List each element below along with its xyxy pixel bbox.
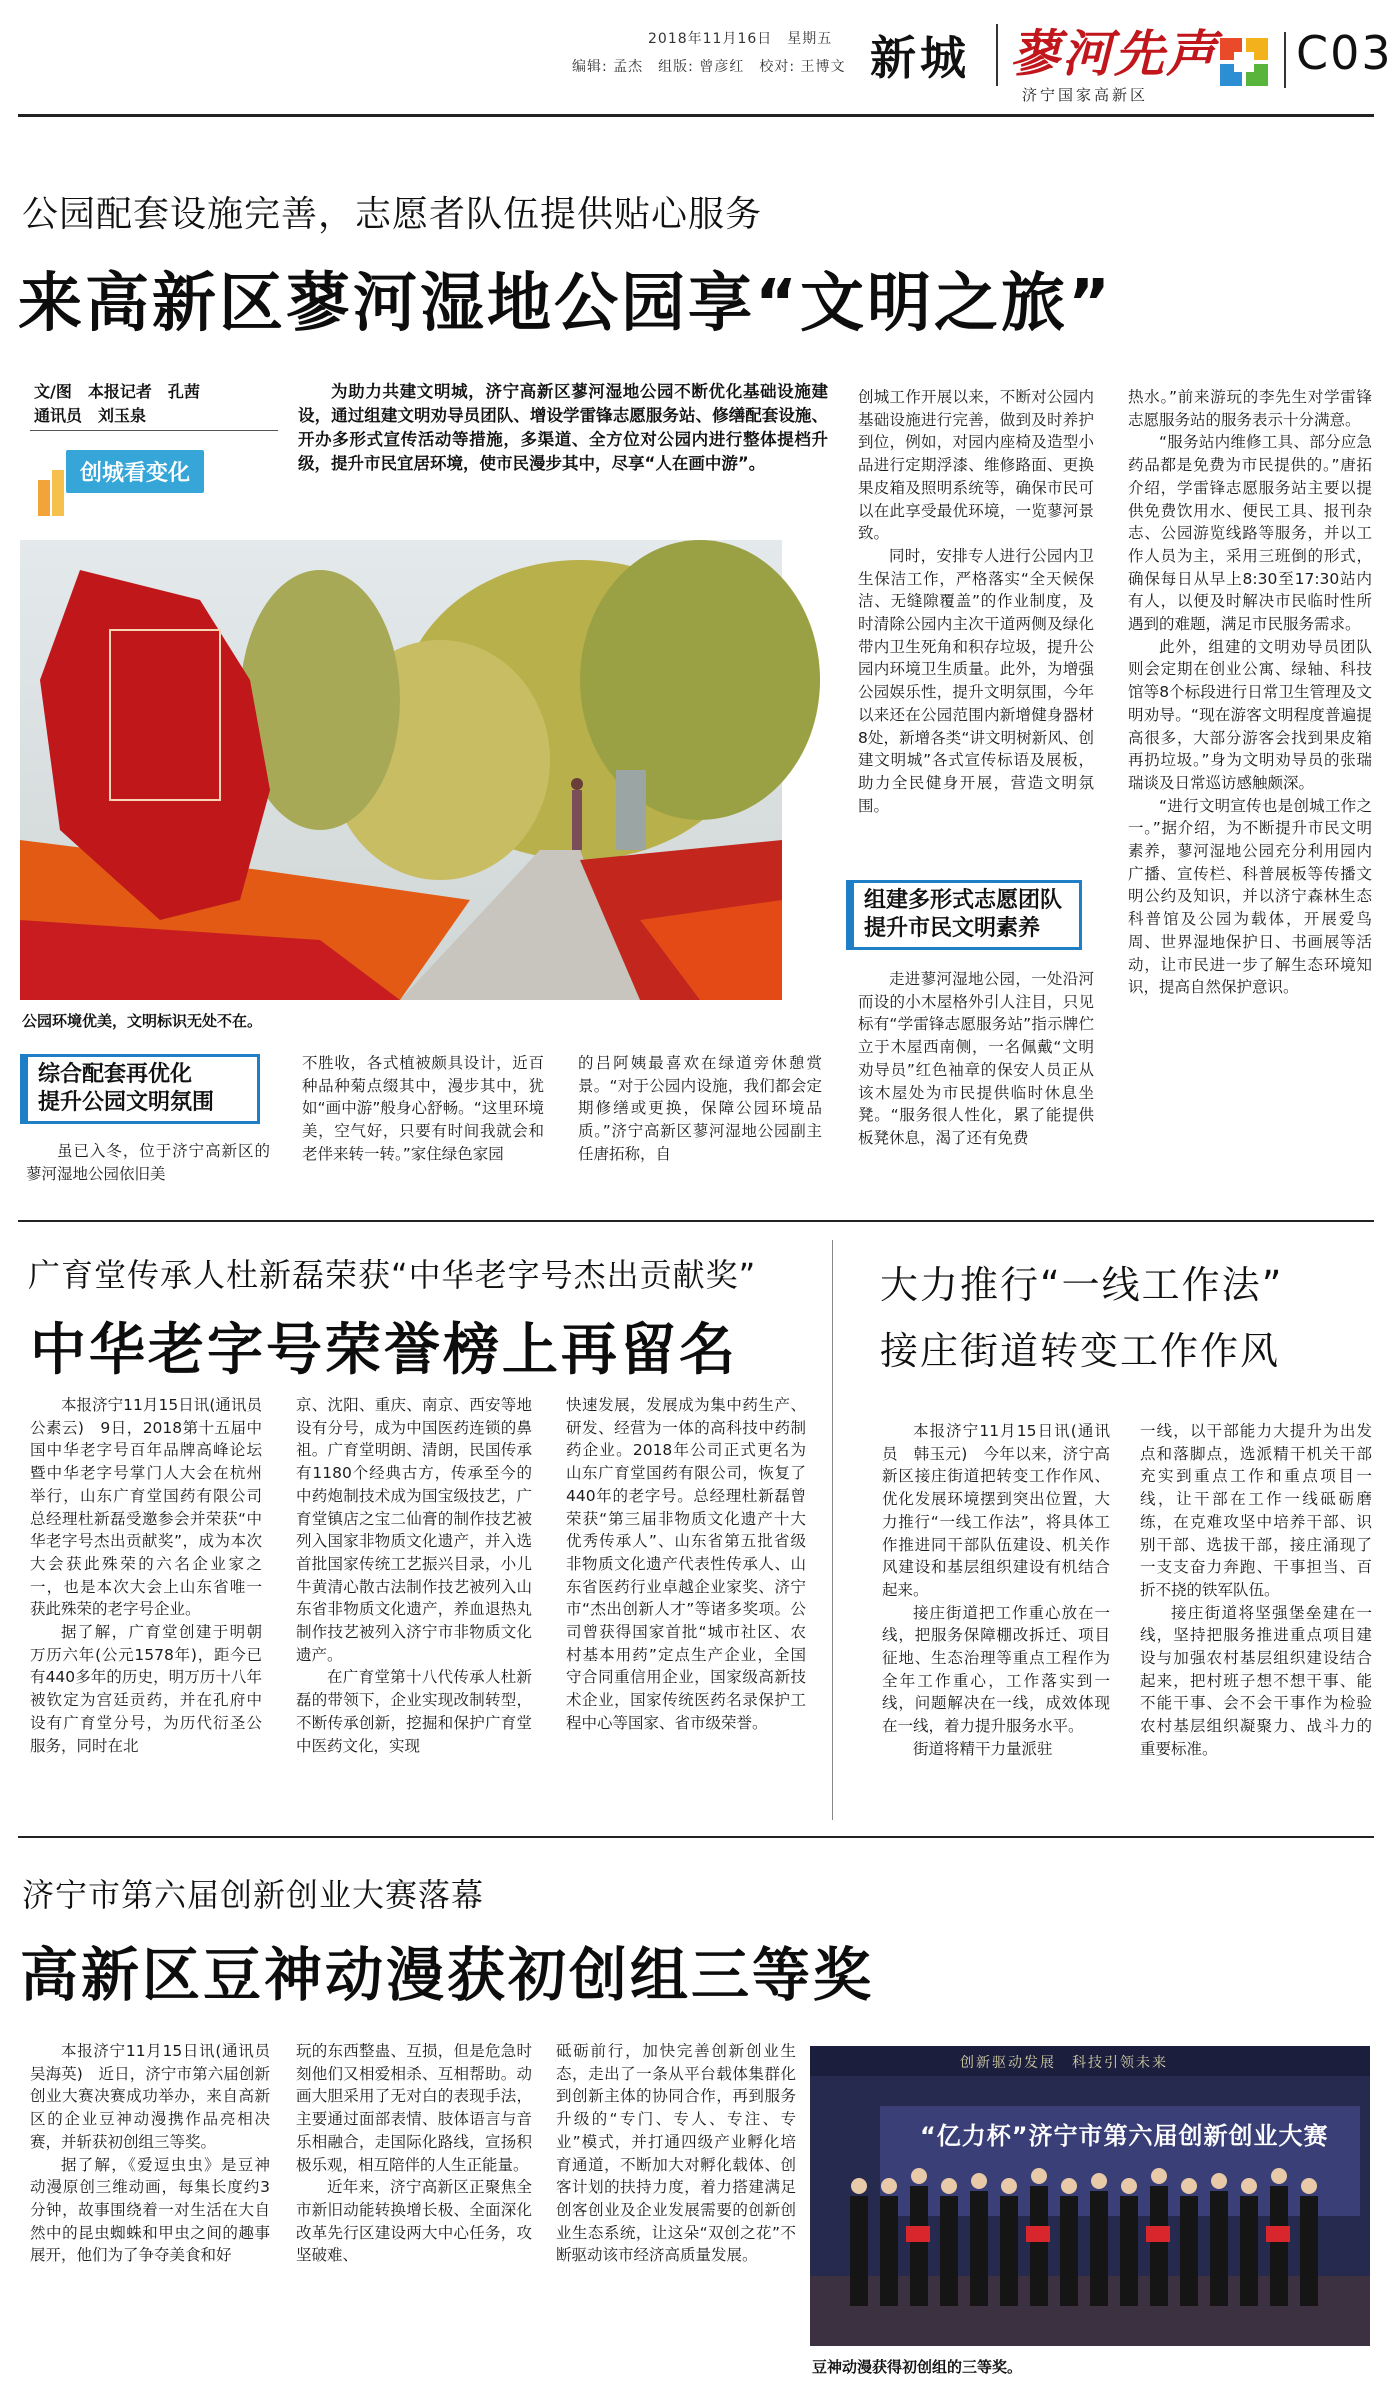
a2-col1-text: 本报济宁11月15日讯(通讯员 公素云) 9日，2018第十五届中国中华老字号百年品牌高峰论坛暨中华老字号掌门人大会在杭州举行，山东广育堂国药有限公司总经理杜新磊受邀参会并荣获“中华老字号杰出贡献奖”，成为本次大会获此殊荣的六名企业家之一，也是本次大会上山东省唯一获此殊荣的老字号企业。 bbox=[30, 1396, 278, 1619]
a2-col1b-text: 据了解，广育堂创建于明朝万历六年(公元1578年)，距今已有440多年的历史，明万历十八年被钦定为宫廷贡药，并在孔府中设有广育堂分号，为历代衍圣公服务，同时在北 bbox=[30, 1623, 262, 1755]
subhead2-line2: 提升市民文明素养 bbox=[864, 916, 1041, 941]
photo1-caption: 公园环境优美，文明标识无处不在。 bbox=[22, 1012, 263, 1030]
article4-col-2 bbox=[296, 2040, 532, 2360]
article1-col-b bbox=[302, 1052, 544, 1198]
article2-col-2 bbox=[296, 1394, 532, 1806]
article1-col-c bbox=[578, 1052, 822, 1198]
photo-banner-text: “亿力杯”济宁市第六届创新创业大赛 bbox=[920, 2122, 1329, 2150]
award-photo bbox=[810, 2046, 1370, 2346]
photo-top-text: 创新驱动发展 科技引领未来 bbox=[960, 2055, 1168, 2071]
a4-col3-text: 砥砺前行，加快完善创新创业生态，走出了一条从平台载体集群化到创新主体的协同合作，再到服务升级的“专门、专人、专注、专业”模式，并打通四级产业孵化培育通道，不断加大对孵化载体、创客计划的扶持力度，着力搭建满足创客创业及企业发展需要的创新创业生态系统，让这朵“双创之花”不断驱动该市经济高质量发展。 bbox=[556, 2042, 796, 2265]
col-e3-text: 此外，组建的文明劝导员团队则会定期在创业公寓、绿轴、科技馆等8个标段进行日常卫生管理及文明劝导。“现在游客文明程度普遍提高很多，大部分游客会找到果皮箱再扔垃圾。”身为文明劝导员的张瑞瑞谈及日常巡访感触颇深。 bbox=[1128, 637, 1372, 792]
col-c-text: 的吕阿姨最喜欢在绿道旁休憩赏景。“对于公园内设施，我们都会定期修缮或更换，保障公园环境品质。”济宁高新区蓼河湿地公园副主任唐拓称，自 bbox=[578, 1054, 822, 1163]
paper-subtitle: 济宁国家高新区 bbox=[1022, 86, 1149, 104]
article1-col-d bbox=[858, 386, 1094, 866]
article4-col-1 bbox=[30, 2040, 286, 2360]
article1-byline-1: 文/图 本报记者 孔茜 bbox=[34, 382, 200, 401]
col-e2-text: “服务站内维修工具、部分应急药品都是免费为市民提供的。”唐拓介绍，学雷锋志愿服务站主要以提供免费饮用水、便民工具、报刊杂志、公园游览线路等服务，并以工作人员为主，采用三班倒的形式，确保每日从早上8:30至17:30站内有人，以便及时解决市民临时性所遇到的难题，满足市民服务需求。 bbox=[1128, 433, 1372, 634]
article1-byline-2: 通讯员 刘玉泉 bbox=[34, 406, 147, 425]
col-d1-text: 创城工作开展以来，不断对公园内基础设施进行完善，做到及时养护到位，例如，对园内座椅及造型小品进行定期浮漆、维修路面、更换果皮箱及照明系统等，确保市民可以在此享受最优环境，一览蓼河景致。 bbox=[858, 388, 1094, 543]
a3-col1b-text: 接庄街道把工作重心放在一线，把服务保障棚改拆迁、项目征地、生态治理等重点工程作为全年工作重心，工作落实到一线，问题解决在一线，成效体现在一线，着力提升服务水平。 bbox=[882, 1603, 1110, 1736]
tag-label: 创城看变化 bbox=[66, 450, 204, 493]
article2-headline: 中华老字号荣誉榜上再留名 bbox=[30, 1318, 738, 1383]
page-code-divider bbox=[1284, 32, 1286, 88]
a2-col2b-text: 在广育堂第十八代传承人杜新磊的带领下，企业实现改制转型，不断传承创新，挖掘和保护广育堂中医药文化，实现 bbox=[296, 1668, 532, 1755]
a3-col1c-text: 街道将精干力量派驻 bbox=[913, 1739, 1053, 1758]
article3-col-2 bbox=[1140, 1420, 1372, 1810]
a3-col1-text: 本报济宁11月15日讯(通讯员 韩玉元) 今年以来，济宁高新区接庄街道把转变工作作风、优化发展环境摆到突出位置，大力推行“一线工作法”，将具体工作推进同干部队伍建设、机关作风建设和基层组织建设有机结合起来。 bbox=[882, 1422, 1110, 1599]
a4-col2b-text: 近年来，济宁高新区正聚焦全市新旧动能转换增长极、全面深化改革先行区建设两大中心任务，攻坚破难、 bbox=[296, 2178, 532, 2265]
subhead2-line1: 组建多形式志愿团队 bbox=[864, 888, 1063, 913]
col-e4-text: “进行文明宣传也是创城工作之一。”据介绍，为不断提升市民文明素养，蓼河湿地公园充分利用园内广播、宣传栏、科普展板等传播文明公约及知识，并以济宁森林生态科普馆及公园为载体，开展爱鸟周、世界湿地保护日、书画展等活动，让市民进一步了解生态环境知识，提高自然保护意识。 bbox=[1128, 796, 1372, 997]
article3-col-1 bbox=[882, 1420, 1110, 1810]
article3-kicker: 大力推行“一线工作法” bbox=[880, 1263, 1284, 1307]
byline-rule bbox=[30, 430, 278, 431]
a2-col3-text: 快速发展，发展成为集中药生产、研发、经营为一体的高科技中药制药企业。2018年公司正式更名为山东广育堂国药有限公司，恢复了440年的老字号。总经理杜新磊曾荣获“第三届非物质文化遗产十大优秀传承人”、山东省第五批省级非物质文化遗产代表性传承人、山东省医药行业卓越企业家奖、济宁市“杰出创新人才”等诸多奖项。公司曾获得国家首批“城市社区、农村基本用药”定点生产企业，全国守合同重信用企业，国家级高新技术企业，国家传统医药名录保护工程中心等国家、省市级荣誉。 bbox=[566, 1396, 806, 1732]
a4-col1-text: 本报济宁11月15日讯(通讯员 吴海英) 近日，济宁市第六届创新创业大赛决赛成功举办，来自高新区的企业豆神动漫携作品亮相决赛，并斩获初创组三等奖。 bbox=[30, 2042, 286, 2151]
photo2-caption: 豆神动漫获得初创组的三等奖。 bbox=[812, 2358, 1023, 2376]
article4-col-3 bbox=[556, 2040, 796, 2360]
section-rule-1 bbox=[18, 1220, 1374, 1222]
section-name: 新城 bbox=[870, 31, 970, 85]
article1-headline: 来高新区蓼河湿地公园享“文明之旅” bbox=[18, 267, 1114, 341]
masthead-divider bbox=[996, 24, 998, 86]
col-e1-text: 热水。”前来游玩的李先生对学雷锋志愿服务站的服务表示十分满意。 bbox=[1128, 388, 1372, 429]
page-code: C03 bbox=[1296, 26, 1393, 80]
a4-col2-text: 玩的东西整蛊、互损，但是危急时刻他们又相爱相杀、互相帮助。动画大胆采用了无对白的表现手法，主要通过面部表情、肢体语言与音乐相融合，走国际化路线，宣扬积极乐观，相互陪伴的人生正能量。 bbox=[296, 2042, 532, 2174]
article2-col-3 bbox=[566, 1394, 806, 1806]
a3-col2-text: 一线，以干部能力大提升为出发点和落脚点，选派精干机关干部充实到重点工作和重点项目一线，让干部在工作一线砥砺磨练，在克难攻坚中培养干部、识别干部、选拔干部，接庄涌现了一支支奋力奔跑、干事担当、百折不挠的铁军队伍。 bbox=[1140, 1422, 1372, 1599]
article1-col-d3 bbox=[858, 968, 1094, 1200]
vertical-divider bbox=[832, 1240, 833, 1820]
subhead1-line1: 综合配套再优化 bbox=[38, 1062, 193, 1087]
col-d3-text: 走进蓼河湿地公园，一处沿河而设的小木屋格外引人注目，只见标有“学雷锋志愿服务站”指示牌伫立于木屋西南侧，一名佩戴“文明劝导员”红色袖章的保安人员正从该木屋处为市民提供临时休息坐凳。“服务很人性化，累了能提供板凳休息，渴了还有免费 bbox=[858, 970, 1094, 1147]
park-photo bbox=[20, 540, 782, 1000]
article1-subhead-2 bbox=[846, 880, 1082, 950]
staff-line: 编辑: 孟杰 组版: 曾彦红 校对: 王博文 bbox=[572, 59, 846, 75]
section-rule-2 bbox=[18, 1836, 1374, 1838]
col-a-text: 虽已入冬，位于济宁高新区的蓼河湿地公园依旧美 bbox=[26, 1142, 270, 1183]
article4-headline: 高新区豆神动漫获初创组三等奖 bbox=[20, 1941, 875, 2009]
tag-badge bbox=[66, 450, 204, 493]
article1-col-e bbox=[1128, 386, 1372, 1200]
a2-col2-text: 京、沈阳、重庆、南京、西安等地设有分号，成为中国医药连锁的鼻祖。广育堂明朗、清朗，民国传承有1180个经典古方，传承至今的中药炮制技术成为国宝级技艺，广育堂镇店之宝二仙膏的制作技艺被列入国家非物质文化遗产，并入选首批国家传统工艺振兴目录，小儿牛黄清心散古法制作技艺被列入山东省非物质文化遗产，养血退热丸制作技艺被列入济宁市非物质文化遗产。 bbox=[296, 1396, 532, 1664]
paper-title: 蓼河先声 bbox=[1010, 24, 1218, 83]
a4-col1b-text: 据了解，《爱逗虫虫》是豆神动漫原创三维动画，每集长度约3分钟，故事围绕着一对生活在大自然中的昆虫蜘蛛和甲虫之间的趣事展开，他们为了争夺美食和好 bbox=[30, 2155, 270, 2265]
article2-col-1 bbox=[30, 1394, 278, 1806]
tag-building-icon bbox=[36, 470, 66, 516]
article2-kicker: 广育堂传承人杜新磊荣获“中华老字号杰出贡献奖” bbox=[28, 1256, 757, 1294]
masthead-rule bbox=[18, 114, 1374, 117]
subhead1-line2: 提升公园文明氛围 bbox=[38, 1090, 215, 1115]
date-line: 2018年11月16日 星期五 bbox=[648, 31, 833, 47]
col-d2-text: 同时，安排专人进行公园内卫生保洁工作，严格落实“全天候保洁、无缝隙覆盖”的作业制度，及时清除公园内主次干道两侧及绿化带内卫生死角和积存垃圾，提升公园内环境卫生质量。此外，为增强公园娱乐性，提升文明氛围，今年以来还在公园范围内新增健身器材8处，新增各类“讲文明树新风、创建文明城”各式宣传标语及展板，助力全民健身开展，营造文明氛围。 bbox=[858, 546, 1094, 815]
article3-headline: 接庄街道转变工作作风 bbox=[880, 1329, 1281, 1373]
article4-kicker: 济宁市第六届创新创业大赛落幕 bbox=[22, 1876, 485, 1914]
a3-col2b-text: 接庄街道将坚强堡垒建在一线，坚持把服务推进重点项目建设与加强农村基层组织建设结合起来，把村班子想不想干事、能不能干事、会不会干事作为检验农村基层组织凝聚力、战斗力的重要标准。 bbox=[1140, 1603, 1372, 1758]
square-logo-icon bbox=[1218, 36, 1270, 88]
col-b-text: 不胜收，各式植被颇具设计，近百种品种菊点缀其中，漫步其中，犹如“画中游”般身心舒畅。“这里环境美，空气好，只要有时间我就会和老伴来转一转。”家住绿色家园 bbox=[302, 1054, 544, 1163]
article1-subhead-1 bbox=[20, 1054, 260, 1124]
article1-col-a bbox=[26, 1140, 270, 1196]
article1-lead: 为助力共建文明城，济宁高新区蓼河湿地公园不断优化基础设施建设，通过组建文明劝导员团队、增设学雷锋志愿服务站、修缮配套设施、开办多形式宣传活动等措施，多渠道、全方位对公园内进行整体提档升级，提升市民宜居环境，使市民漫步其中，尽享“人在画中游”。 bbox=[298, 382, 828, 473]
article1-kicker: 公园配套设施完善，志愿者队伍提供贴心服务 bbox=[22, 194, 763, 235]
